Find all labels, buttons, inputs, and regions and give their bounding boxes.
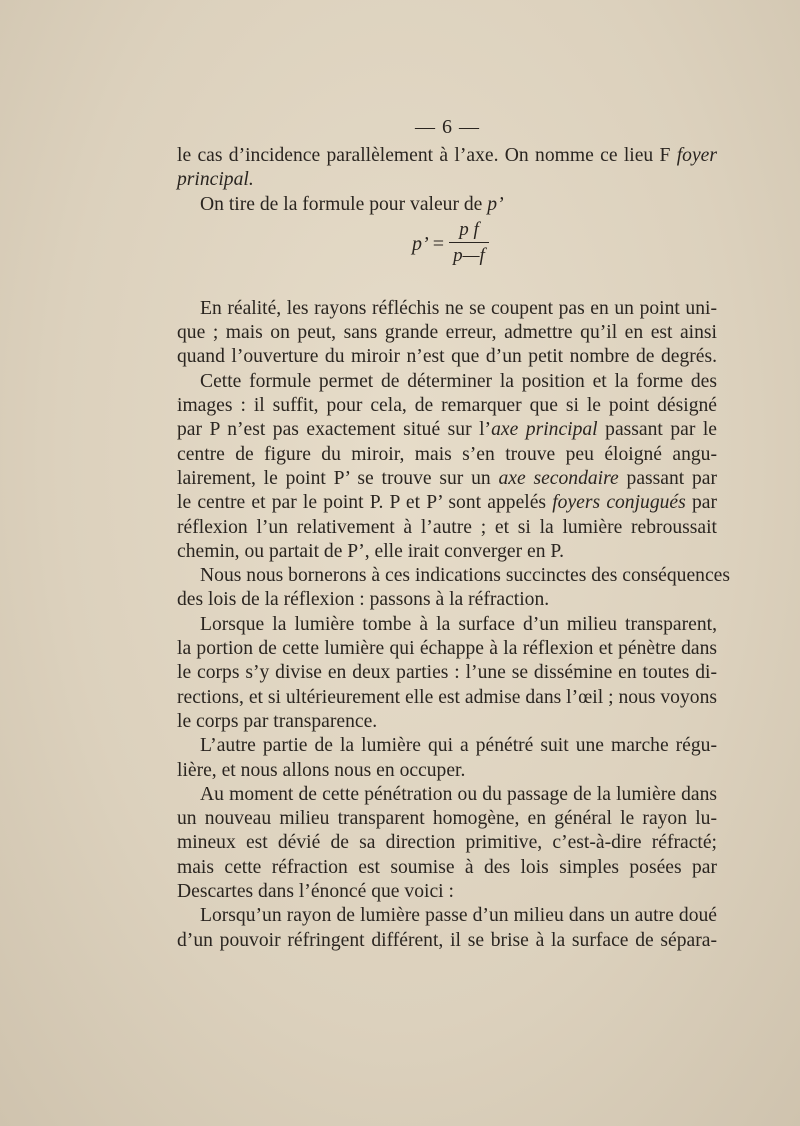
text-line: d’un pouvoir réfringent différent, il se brise à la surface de sépara- xyxy=(177,929,717,951)
text-line: Descartes dans l’énoncé que voici : xyxy=(177,881,454,903)
text-line: rections, et si ultérieurement elle est admise dans l’œil ; nous voyons xyxy=(177,686,717,708)
text-line: lière, et nous allons nous en occuper. xyxy=(177,759,466,781)
text-line: mais cette réfraction est soumise à des lois simples posées par xyxy=(177,856,717,878)
formula-lhs: p’ = xyxy=(412,232,445,255)
text-line: images : il suffit, pour cela, de remarquer que si le point désigné xyxy=(177,395,717,417)
text-line: Cette formule permet de déterminer la position et la forme des xyxy=(200,370,717,392)
text-line: Nous nous bornerons à ces indications succinctes des conséquences xyxy=(200,565,730,587)
text-line: le centre et par le point P. P et P’ sont appelés foyers conjugués par xyxy=(177,492,717,514)
text-line: par P n’est pas exactement situé sur l’axe principal passant par le xyxy=(177,419,717,441)
text-line: chemin, ou partait de P’, elle irait converger en P. xyxy=(177,540,565,562)
text-line: le cas d’incidence parallèlement à l’axe. On nomme ce lieu F foyer xyxy=(177,145,717,166)
formula xyxy=(177,219,717,277)
text-line: Lorsqu’un rayon de lumière passe d’un milieu dans un autre doué xyxy=(200,905,717,927)
text-line: L’autre partie de la lumière qui a pénétré suit une marche régu- xyxy=(200,735,717,757)
text-line: principal. xyxy=(177,169,254,191)
text-line: la portion de cette lumière qui échappe à la réflexion et pénètre dans xyxy=(177,638,717,660)
text-line: Au moment de cette pénétration ou du passage de la lumière dans xyxy=(200,783,717,805)
text-line: En réalité, les rayons réfléchis ne se coupent pas en un point uni- xyxy=(200,297,717,319)
text-line: réflexion l’un relativement à l’autre ; et si la lumière rebroussait xyxy=(177,516,717,538)
text-line: que ; mais on peut, sans grande erreur, admettre qu’il en est ainsi xyxy=(177,322,717,344)
formula-denominator: p—f xyxy=(453,244,485,266)
text-line: centre de figure du miroir, mais s’en trouve peu éloigné angu- xyxy=(177,443,717,465)
text-line: le corps s’y divise en deux parties : l’une se dissémine en toutes di- xyxy=(177,662,717,684)
text-line: quand l’ouverture du miroir n’est que d’un petit nombre de degrés. xyxy=(177,346,717,368)
fraction-bar xyxy=(449,242,489,243)
text-line: mineux est dévié de sa direction primitive, c’est-à-dire réfracté; xyxy=(177,832,717,854)
text-line: Lorsque la lumière tombe à la surface d’un milieu transparent, xyxy=(200,613,717,635)
formula-fraction xyxy=(449,219,489,267)
formula-numerator: p f xyxy=(459,218,479,240)
text-line: lairement, le point P’ se trouve sur un axe secondaire passant par xyxy=(177,467,717,489)
text-line: On tire de la formule pour valeur de p’ xyxy=(200,193,504,215)
text-line: des lois de la réflexion : passons à la réfraction. xyxy=(177,589,550,611)
text-line: le corps par transparence. xyxy=(177,710,378,732)
page-body xyxy=(177,144,730,953)
text-line: un nouveau milieu transparent homogène, en général le rayon lu- xyxy=(177,808,717,830)
page-number: — 6 — xyxy=(415,116,480,138)
